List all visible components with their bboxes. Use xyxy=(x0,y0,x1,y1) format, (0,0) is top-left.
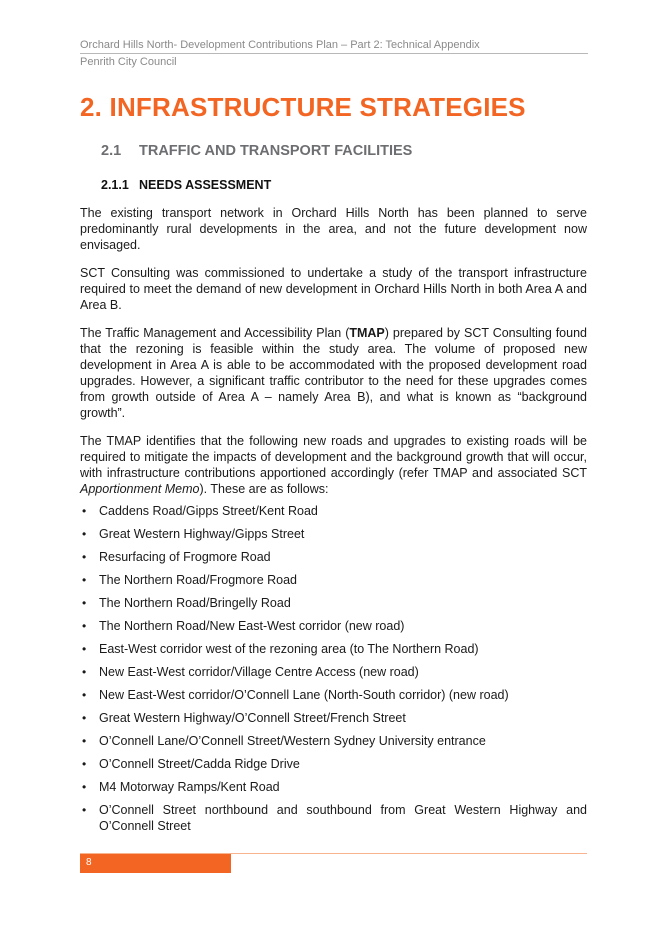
bullet-icon: • xyxy=(82,619,87,633)
section-number: 2. xyxy=(80,92,103,122)
bullet-icon: • xyxy=(82,573,87,587)
list-item-text: The Northern Road/New East-West corridor (new road) xyxy=(99,619,405,633)
road-upgrades-list xyxy=(80,503,587,834)
subsubsection-title: NEEDS ASSESSMENT xyxy=(139,178,272,192)
tmap-abbreviation: TMAP xyxy=(349,326,385,340)
bullet-icon: • xyxy=(82,711,87,725)
list-item-text: The Northern Road/Bringelly Road xyxy=(99,596,291,610)
bullet-icon: • xyxy=(82,665,87,679)
section-title: INFRASTRUCTURE STRATEGIES xyxy=(109,92,526,122)
list-item xyxy=(80,503,587,519)
list-item xyxy=(80,710,587,726)
bullet-icon: • xyxy=(82,642,87,656)
list-item-text: M4 Motorway Ramps/Kent Road xyxy=(99,780,280,794)
paragraph-1: The existing transport network in Orchard Hills North has been planned to serve predominantly rural developments in the area, and not the future development now envisaged. xyxy=(80,206,587,252)
list-item xyxy=(80,733,587,749)
body-text xyxy=(80,205,587,841)
bullet-icon: • xyxy=(82,780,87,794)
page-number: 8 xyxy=(86,857,92,868)
subsection-number: 2.1 xyxy=(101,143,122,159)
header-council-name: Penrith City Council xyxy=(80,56,177,68)
paragraph-4 xyxy=(80,433,587,497)
subsection-heading xyxy=(101,143,412,159)
bullet-icon: • xyxy=(82,803,87,817)
bullet-icon: • xyxy=(82,688,87,702)
apportionment-memo-title: Apportionment Memo xyxy=(80,482,200,496)
list-item xyxy=(80,802,587,834)
subsubsection-number: 2.1.1 xyxy=(101,178,129,192)
subsection-title: TRAFFIC AND TRANSPORT FACILITIES xyxy=(139,143,413,159)
list-item xyxy=(80,572,587,588)
section-heading xyxy=(80,92,526,123)
paragraph-2: SCT Consulting was commissioned to undertake a study of the transport infrastructure required to meet the demand of new development in Orchard Hills North in both Area A and Area B. xyxy=(80,266,587,312)
bullet-icon: • xyxy=(82,550,87,564)
list-item-text: Resurfacing of Frogmore Road xyxy=(99,550,271,564)
header-document-title: Orchard Hills North- Development Contributions Plan – Part 2: Technical Appendix xyxy=(80,38,588,54)
bullet-icon: • xyxy=(82,734,87,748)
bullet-icon: • xyxy=(82,504,87,518)
paragraph-3 xyxy=(80,325,587,421)
running-header xyxy=(80,38,588,69)
list-item-text: Great Western Highway/Gipps Street xyxy=(99,527,305,541)
list-item xyxy=(80,618,587,634)
list-item xyxy=(80,687,587,703)
paragraph-3-end: ) prepared by SCT Consulting found that the rezoning is feasible within the study area. The volume of proposed new development in Area A is able to be accommodated with the proposed development road upgrades. However, a significant traffic contributor to the need for these upgrades comes from growth outside of Area A – namely Area B), and what is known as “background growth”. xyxy=(80,326,587,420)
list-item-text: O’Connell Lane/O’Connell Street/Western Sydney University entrance xyxy=(99,734,486,748)
footer-page-box xyxy=(80,854,231,873)
bullet-icon: • xyxy=(82,596,87,610)
bullet-icon: • xyxy=(82,757,87,771)
list-item xyxy=(80,779,587,795)
list-item-text: Caddens Road/Gipps Street/Kent Road xyxy=(99,504,318,518)
list-item-text: The Northern Road/Frogmore Road xyxy=(99,573,298,587)
list-item-text: O’Connell Street/Cadda Ridge Drive xyxy=(99,757,300,771)
list-item-text: New East-West corridor/O’Connell Lane (North-South corridor) (new road) xyxy=(99,688,509,702)
paragraph-4-start: The TMAP identifies that the following new roads and upgrades to existing roads will be required to mitigate the impacts of development and the background growth that will occur, with infrastructure contributions apportioned accordingly (refer TMAP and associated SCT xyxy=(80,434,587,480)
list-item xyxy=(80,549,587,565)
list-item-text: O’Connell Street northbound and southbound from Great Western Highway and O’Connell Street xyxy=(99,803,587,833)
paragraph-4-end: ). These are as follows: xyxy=(199,482,329,496)
list-item xyxy=(80,664,587,680)
paragraph-3-start: The Traffic Management and Accessibility Plan ( xyxy=(80,326,350,340)
list-item-text: East-West corridor west of the rezoning area (to The Northern Road) xyxy=(99,642,479,656)
list-item xyxy=(80,641,587,657)
list-item xyxy=(80,526,587,542)
list-item-text: Great Western Highway/O’Connell Street/French Street xyxy=(99,711,406,725)
subsubsection-heading xyxy=(101,178,271,192)
list-item xyxy=(80,595,587,611)
list-item xyxy=(80,756,587,772)
list-item-text: New East-West corridor/Village Centre Access (new road) xyxy=(99,665,419,679)
bullet-icon: • xyxy=(82,527,87,541)
